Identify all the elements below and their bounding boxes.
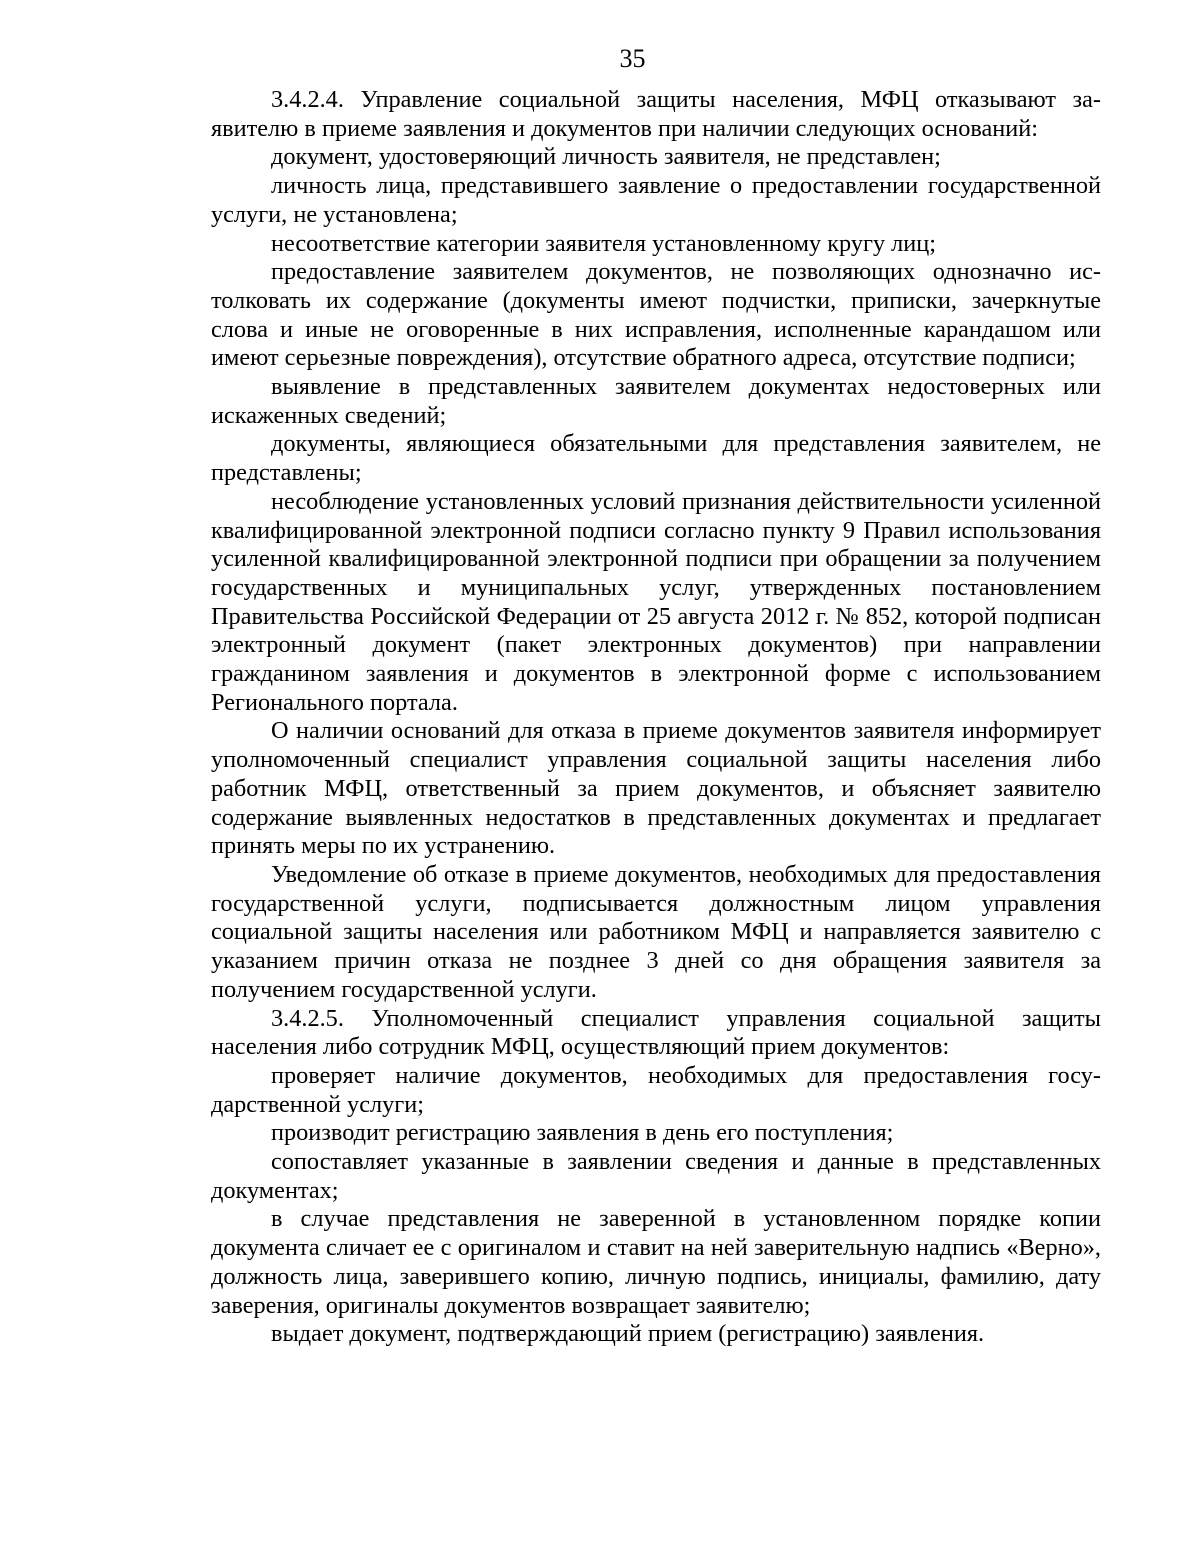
paragraph-false-information: выявление в представленных заявителем документах недостоверных или искаженных сведений; (211, 373, 1101, 429)
paragraph-checks-documents: проверяет наличие документов, необходимых для предоставления государственной услуги; (211, 1061, 1101, 1118)
paragraph-mandatory-documents-missing: документы, являющиеся обязательными для представления заявителем, не представлены; (211, 430, 1101, 487)
paragraph-issues-receipt: выдает документ, подтверждающий прием (регистрацию) заявления. (271, 1320, 985, 1348)
paragraph-certifies-copy: в случае представления не заверенной в установленном порядке копии документа сличает ее с оригиналом и ставит на ней заверительную надпись «Верно», должность лица, заверившего копию, личную подпись, инициалы, фамилию, дату заверения, оригиналы документов возвращает заявителю; (211, 1205, 1101, 1319)
paragraph-no-identity-document: документ, удостоверяющий личность заявителя, не представлен; (271, 143, 941, 171)
paragraph-identity-not-established: личность лица, представившего заявление о предоставлении государственной услуги, не установлена; (211, 172, 1101, 228)
document-body (211, 86, 1101, 1349)
paragraph-electronic-signature: несоблюдение установленных условий признания действительности усиленной квалифицированной электронной подписи согласно пункту 9 Правил использования усиленной квалифицированной электронной подписи при обращении за получением государственных и муниципальных услуг, утвержденных постановлением Правительства Российской Федерации от 25 августа 2012 г. № 852, которой подписан электронный документ (пакет электронных документов) при направлении гражданином заявления и документов в электронной форме с использованием Регионального портала. (211, 487, 1101, 716)
paragraph-compares-data: сопоставляет указанные в заявлении сведения и данные в представленных документах; (211, 1148, 1101, 1204)
paragraph-3-4-2-5-intro: 3.4.2.5. Уполномоченный специалист управления социальной защиты населения либо сотрудник МФЦ, осуществляющий прием документов: (211, 1004, 1101, 1061)
paragraph-3-4-2-4-intro: 3.4.2.4. Управление социальной защиты населения, МФЦ отказывают заявителю в приеме заявления и документов при наличии следующих оснований: (211, 86, 1101, 142)
paragraph-ambiguous-documents: предоставление заявителем документов, не позволяющих однозначно истолковать их содержание (документы имеют подчистки, приписки, зачеркнутые слова и иные не оговоренные в них исправления, исполненные карандашом или имеют серьезные повреждения), отсутствие обратного адреса, отсутствие подписи; (211, 258, 1101, 372)
paragraph-refusal-notification: О наличии оснований для отказа в приеме документов заявителя информирует уполномоченный специалист управления социальной защиты населения либо работник МФЦ, ответственный за прием документов, и объясняет заявителю содержание выявленных недостатков в представленных документах и предлагает принять меры по их устранению. (211, 717, 1101, 860)
paragraph-category-mismatch: несоответствие категории заявителя установленному кругу лиц; (271, 229, 937, 257)
page-number: 35 (619, 44, 646, 73)
paragraph-refusal-notice: Уведомление об отказе в приеме документов, необходимых для предоставления государственной услуги, подписывается должностным лицом управления социальной защиты населения или работником МФЦ и направляется заявителю с указанием причин отказа не позднее 3 дней со дня обращения заявителя за получением государственной услуги. (211, 860, 1101, 1003)
paragraph-registers-application: производит регистрацию заявления в день его поступления; (271, 1119, 894, 1147)
